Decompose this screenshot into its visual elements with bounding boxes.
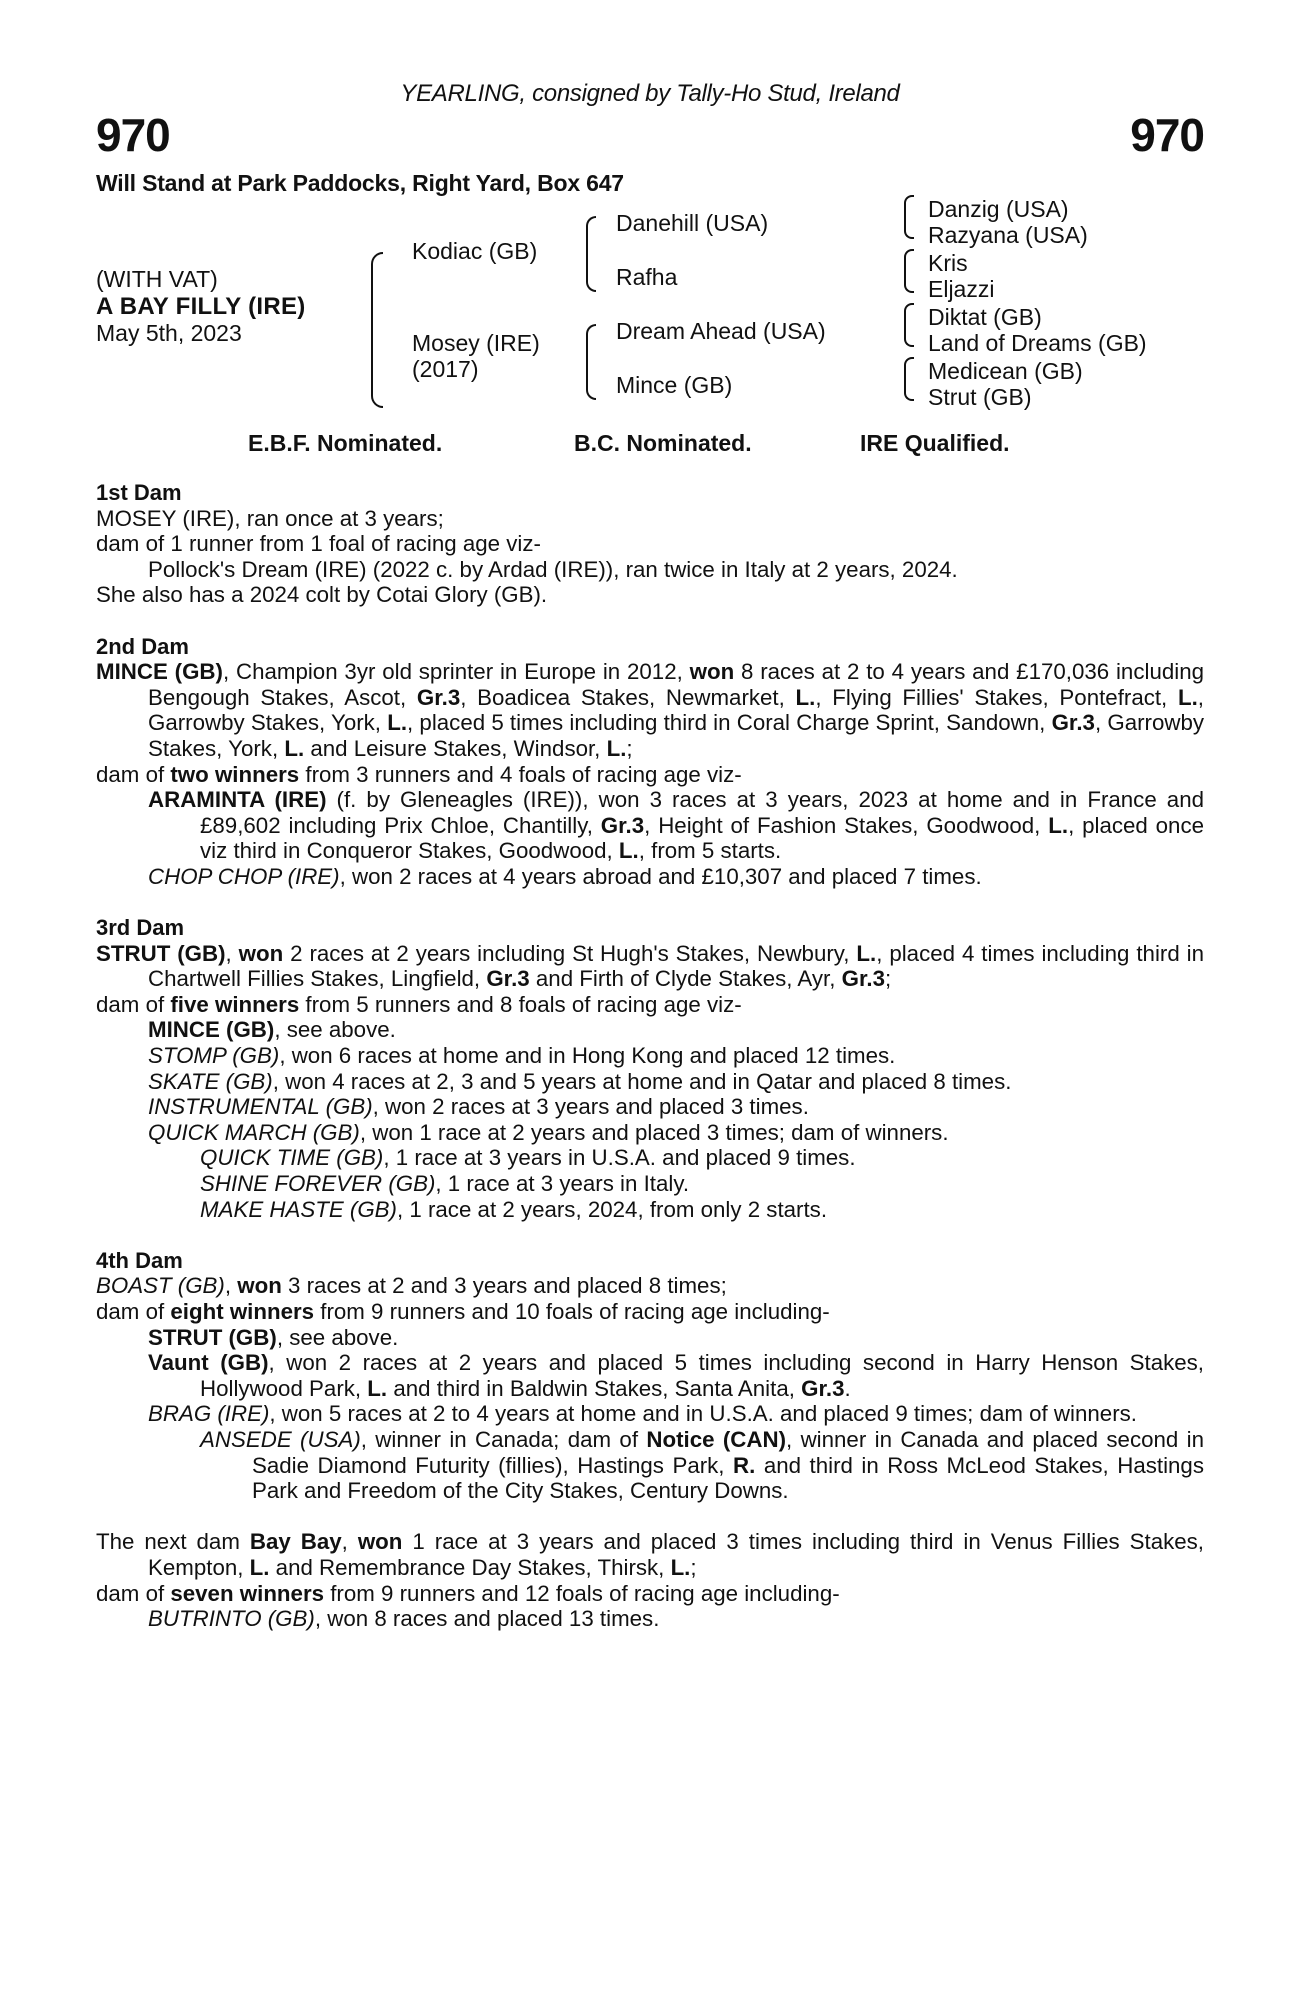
text-run: , Champion 3yr old sprinter in Europe in 2012,	[222, 659, 690, 685]
bold-text: won	[238, 940, 284, 966]
text-run: The next dam	[96, 1529, 250, 1555]
bold-text: Gr.3	[1051, 710, 1095, 736]
bold-text: L.	[249, 1554, 270, 1580]
bold-text: five winners	[170, 991, 300, 1017]
bold-text: seven winners	[170, 1580, 325, 1606]
dam-section	[96, 1248, 1204, 1504]
section-heading: 4th Dam	[96, 1247, 183, 1273]
gen3-ancestor: Medicean (GB)	[928, 358, 1083, 384]
pedigree-entry	[96, 1325, 1204, 1351]
pedigree-entry	[96, 557, 1204, 583]
consignor-line: YEARLING, consigned by Tally-Ho Stud, Ireland	[400, 80, 900, 107]
brace-gen3-4	[904, 357, 914, 401]
text-run: MOSEY (IRE), ran once at 3 years;	[96, 505, 444, 531]
text-run: , won 4 races at 2, 3 and 5 years at home and in Qatar and placed 8 times.	[272, 1068, 1012, 1094]
pedigree-entry	[96, 787, 1204, 864]
bold-text: Gr.3	[486, 966, 530, 992]
italic-text: SKATE (GB)	[148, 1068, 273, 1094]
italic-text: QUICK MARCH (GB)	[148, 1119, 360, 1145]
bold-text: L.	[1048, 812, 1069, 838]
gen3-ancestor: Strut (GB)	[928, 384, 1032, 410]
dam-sire-name: Dream Ahead (USA)	[616, 318, 826, 344]
vat-label: (WITH VAT)	[96, 266, 218, 292]
bold-text: MINCE (GB)	[96, 659, 223, 685]
text-run: , won 2 races at 3 years and placed 3 times.	[372, 1094, 809, 1120]
text-run: from 9 runners and 12 foals of racing age including-	[324, 1580, 840, 1606]
sire-name: Kodiac (GB)	[412, 238, 538, 264]
bold-text: L.	[1177, 684, 1198, 710]
italic-text: QUICK TIME (GB)	[200, 1145, 384, 1171]
italic-text: CHOP CHOP (IRE)	[148, 863, 340, 889]
pedigree-entry	[96, 531, 1204, 557]
text-run: (f. by Gleneagles (IRE)), won 3 races at 3 years, 2023 at home and in France and £89,602 including Prix Chloe, Chantilly,	[200, 787, 1204, 838]
pedigree-entry	[96, 1197, 1204, 1223]
bold-text: won	[357, 1529, 403, 1555]
pedigree-entry	[96, 1094, 1204, 1120]
pedigree-entry	[96, 506, 1204, 532]
brace-dam-parents	[586, 324, 596, 400]
brace-gen3-3	[904, 303, 914, 347]
text-run: , see above.	[276, 1324, 399, 1350]
text-run: dam of 1 runner from 1 foal of racing age viz-	[96, 531, 541, 557]
bold-text: MINCE (GB)	[148, 1017, 275, 1043]
sire-sire-name: Danehill (USA)	[616, 210, 769, 236]
text-run: , won 2 races at 2 years and placed 5 times including second in Harry Henson Stakes, Hollywood Park,	[200, 1350, 1204, 1401]
text-run: and Leisure Stakes, Windsor,	[304, 735, 607, 761]
bold-text: Notice (CAN)	[646, 1426, 787, 1452]
bold-text: L.	[387, 710, 408, 736]
dam-name: Mosey (IRE)	[412, 330, 540, 356]
gen3-ancestor: Danzig (USA)	[928, 196, 1069, 222]
brace-gen3-2	[904, 249, 914, 293]
lot-number-left: 970	[96, 109, 170, 161]
bold-text: L.	[618, 838, 639, 864]
text-run: dam of	[96, 761, 171, 787]
pedigree-entry	[96, 1171, 1204, 1197]
pedigree-entry	[96, 1350, 1204, 1401]
bold-text: R.	[733, 1452, 756, 1478]
gen3-ancestor: Kris	[928, 250, 968, 276]
section-heading: 2nd Dam	[96, 633, 189, 659]
text-run: ,	[341, 1529, 358, 1555]
bold-text: Gr.3	[801, 1375, 845, 1401]
bold-text: L.	[856, 940, 877, 966]
bold-text: Vaunt (GB)	[148, 1350, 269, 1376]
dam-section	[96, 1529, 1204, 1631]
text-run: dam of	[96, 991, 171, 1017]
text-run: ,	[224, 1273, 238, 1299]
text-run: , placed 4 times including third in Chartwell Fillies Stakes, Lingfield,	[148, 940, 1205, 992]
text-run: .	[844, 1375, 851, 1401]
bold-text: L.	[670, 1554, 691, 1580]
pedigree-chart	[96, 196, 1204, 420]
pedigree-entry	[96, 1606, 1204, 1632]
text-run: , Garrowby Stakes, York,	[148, 684, 1204, 736]
text-run: from 3 runners and 4 foals of racing age viz-	[299, 761, 742, 787]
bold-text: L.	[606, 735, 627, 761]
bold-text: Gr.3	[600, 812, 645, 838]
text-run: , won 5 races at 2 to 4 years at home and in U.S.A. and placed 9 times; dam of winners.	[269, 1401, 1137, 1427]
text-run: ;	[690, 1554, 697, 1580]
dam-year: (2017)	[412, 356, 479, 382]
text-run: from 9 runners and 10 foals of racing age including-	[314, 1299, 830, 1324]
pedigree-entry	[96, 1069, 1204, 1095]
pedigree-entry	[96, 582, 1204, 608]
text-run: and third in Baldwin Stakes, Santa Anita,	[387, 1375, 802, 1401]
bc-nomination: B.C. Nominated.	[574, 430, 752, 456]
dam-section	[96, 915, 1204, 1222]
text-run: ,	[225, 940, 239, 966]
text-run: , 1 race at 3 years in Italy.	[435, 1171, 690, 1197]
pedigree-entry	[96, 1401, 1204, 1427]
text-run: 3 races at 2 and 3 years and placed 8 times;	[281, 1273, 727, 1299]
pedigree-entry	[96, 992, 1204, 1018]
text-run: , Flying Fillies' Stakes, Pontefract,	[815, 684, 1178, 710]
bold-text: L.	[367, 1375, 388, 1401]
horse-info	[96, 266, 306, 347]
text-run: and Firth of Clyde Stakes, Ayr,	[529, 966, 842, 992]
text-run: dam of	[96, 1580, 171, 1606]
dam-section	[96, 634, 1204, 890]
ebf-nomination: E.B.F. Nominated.	[248, 430, 443, 456]
text-run: She also has a 2024 colt by Cotai Glory (GB).	[96, 582, 548, 608]
text-run: , won 2 races at 4 years abroad and £10,307 and placed 7 times.	[339, 863, 982, 889]
bold-text: Bay Bay	[249, 1529, 342, 1555]
pedigree-entry	[96, 1581, 1204, 1607]
text-run: , Height of Fashion Stakes, Goodwood,	[644, 812, 1049, 838]
italic-text: BUTRINTO (GB)	[148, 1606, 315, 1632]
gen3-ancestor: Land of Dreams (GB)	[928, 330, 1147, 356]
italic-text: INSTRUMENTAL (GB)	[148, 1094, 373, 1120]
text-run: Pollock's Dream (IRE) (2022 c. by Ardad (IRE)), ran twice in Italy at 2 years, 2024.	[148, 556, 958, 582]
bold-text: eight winners	[170, 1299, 315, 1324]
ire-qualification: IRE Qualified.	[860, 430, 1010, 456]
bold-text: L.	[795, 684, 816, 710]
bold-text: won	[237, 1273, 282, 1299]
pedigree-entry	[96, 941, 1204, 992]
text-run: , see above.	[274, 1017, 396, 1043]
text-run: , winner in Canada; dam of	[360, 1426, 647, 1452]
lot-number-right: 970	[1130, 109, 1204, 161]
italic-text: BRAG (IRE)	[148, 1401, 270, 1427]
dam-dam-name: Mince (GB)	[616, 372, 733, 398]
dam-section	[96, 480, 1204, 608]
gen3-ancestor: Diktat (GB)	[928, 304, 1042, 330]
text-run: dam of	[96, 1299, 171, 1324]
bold-text: Gr.3	[841, 966, 885, 992]
text-run: , placed 5 times including third in Coral Charge Sprint, Sandown,	[407, 710, 1052, 736]
foaling-date: May 5th, 2023	[96, 320, 242, 346]
text-run: , 1 race at 2 years, 2024, from only 2 starts.	[396, 1196, 828, 1222]
brace-sire-parents	[586, 216, 596, 292]
italic-text: ANSEDE (USA)	[200, 1426, 361, 1452]
text-run: , winner in Canada and placed second in Sadie Diamond Futurity (fillies), Hastings Park,	[252, 1426, 1204, 1478]
gen3-ancestor: Eljazzi	[928, 276, 995, 302]
text-run: and third in Ross McLeod Stakes, Hastings Park and Freedom of the City Stakes, Century Downs.	[252, 1452, 1204, 1504]
pedigree-entry	[96, 1529, 1204, 1580]
pedigree-entry	[96, 1017, 1204, 1043]
text-run: , from 5 starts.	[638, 838, 782, 864]
pedigree-entry	[96, 659, 1204, 761]
section-heading: 3rd Dam	[96, 915, 185, 941]
text-run: , Garrowby Stakes, York,	[148, 710, 1204, 761]
pedigree-entry	[96, 1273, 1204, 1299]
pedigree-entry	[96, 1299, 1204, 1325]
gen3-ancestor: Razyana (USA)	[928, 222, 1088, 248]
italic-text: MAKE HASTE (GB)	[200, 1196, 397, 1222]
italic-text: SHINE FOREVER (GB)	[200, 1171, 436, 1197]
pedigree-entry	[96, 762, 1204, 788]
pedigree-entry	[96, 1427, 1204, 1504]
text-run: , won 6 races at home and in Hong Kong and placed 12 times.	[279, 1043, 896, 1069]
bold-text: STRUT (GB)	[96, 940, 226, 966]
text-run: ;	[626, 735, 633, 761]
text-run: 1 race at 3 years and placed 3 times including third in Venus Fillies Stakes, Kempton,	[148, 1529, 1204, 1580]
pedigree-entry	[96, 1043, 1204, 1069]
sire-dam-name: Rafha	[616, 264, 678, 290]
text-run: 2 races at 2 years including St Hugh's Stakes, Newbury,	[283, 940, 857, 966]
bold-text: L.	[284, 735, 305, 761]
brace-parents	[371, 252, 383, 408]
italic-text: BOAST (GB)	[96, 1273, 225, 1299]
stand-location: Will Stand at Park Paddocks, Right Yard, Box 647	[96, 170, 624, 196]
pedigree-entry	[96, 864, 1204, 890]
bold-text: Gr.3	[416, 684, 461, 710]
brace-gen3-1	[904, 195, 914, 239]
text-run: , placed once viz third in Conqueror Stakes, Goodwood,	[200, 812, 1205, 864]
italic-text: STOMP (GB)	[148, 1043, 280, 1069]
text-run: , 1 race at 3 years in U.S.A. and placed 9 times.	[383, 1145, 856, 1171]
horse-name: A BAY FILLY (IRE)	[96, 293, 306, 320]
text-run: and Remembrance Day Stakes, Thirsk,	[269, 1554, 671, 1580]
family-history	[96, 480, 1204, 1657]
text-run: , won 8 races and placed 13 times.	[314, 1606, 660, 1632]
bold-text: two winners	[170, 761, 300, 787]
text-run: , Boadicea Stakes, Newmarket,	[460, 684, 796, 710]
pedigree-entry	[96, 1145, 1204, 1171]
bold-text: won	[689, 659, 735, 685]
text-run: from 5 runners and 8 foals of racing age viz-	[299, 991, 742, 1017]
pedigree-entry	[96, 1120, 1204, 1146]
text-run: ;	[885, 966, 892, 992]
section-heading: 1st Dam	[96, 480, 182, 505]
bold-text: STRUT (GB)	[148, 1324, 277, 1350]
text-run: 8 races at 2 to 4 years and £170,036 including Bengough Stakes, Ascot,	[148, 659, 1204, 710]
text-run: , won 1 race at 2 years and placed 3 times; dam of winners.	[359, 1119, 949, 1145]
bold-text: ARAMINTA (IRE)	[148, 787, 327, 813]
